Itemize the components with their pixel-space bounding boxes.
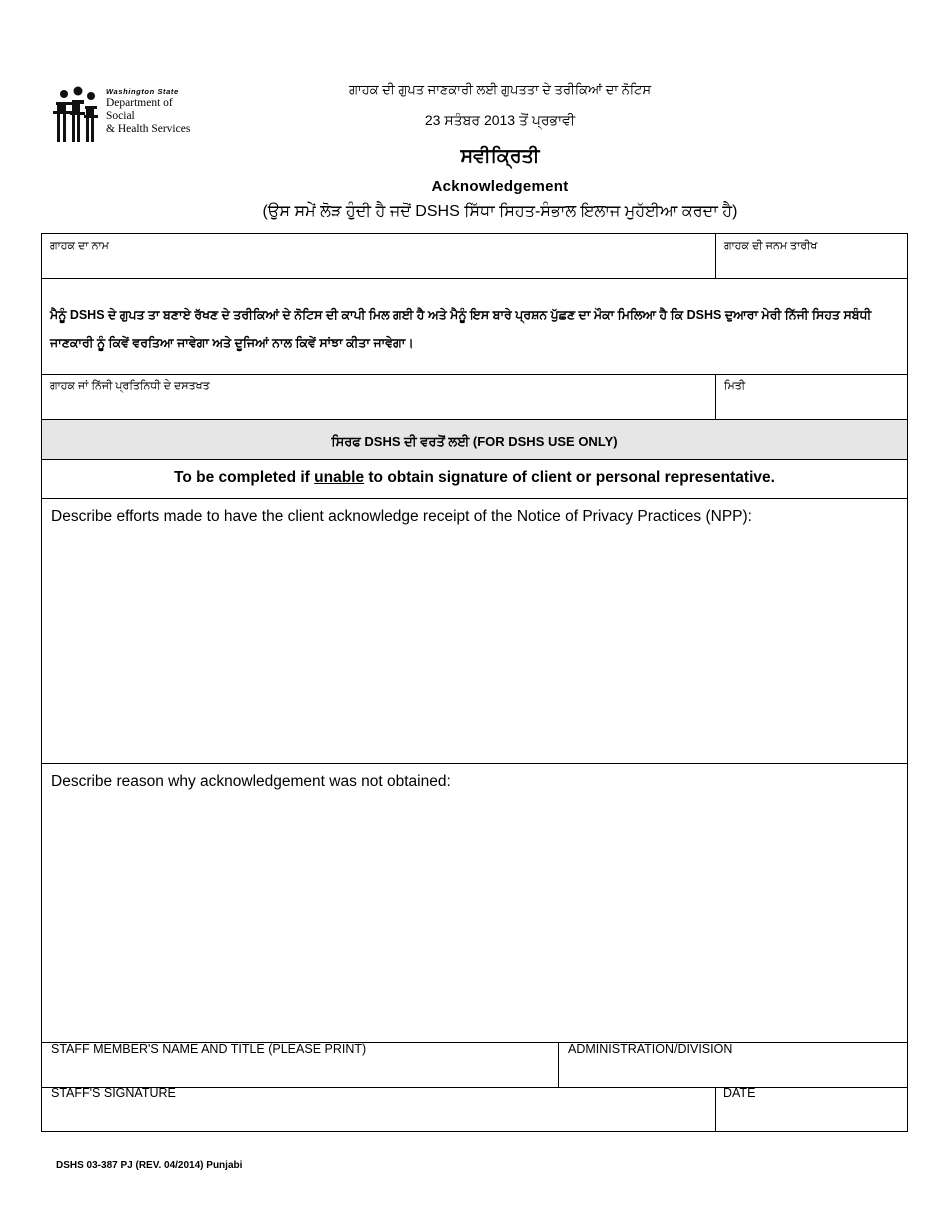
efforts-field[interactable] [41, 498, 908, 764]
logo-text [106, 88, 200, 136]
dshs-use-only-bar [41, 419, 908, 460]
client-dob-field[interactable] [715, 233, 908, 279]
admin-division-field[interactable] [558, 1042, 908, 1088]
client-date-label: ਮਿਤੀ [724, 380, 746, 392]
staff-signature-label: STAFF'S SIGNATURE [51, 1086, 176, 1100]
unable-pre: To be completed if [174, 469, 315, 486]
unable-post: to obtain signature of client or personal representative. [364, 469, 775, 486]
logo-line2: & Health Services [106, 123, 191, 136]
staff-signature-field[interactable] [41, 1087, 716, 1132]
form-id: DSHS 03-387 PJ (REV. 04/2014) Punjabi [56, 1160, 243, 1171]
reason-field[interactable] [41, 763, 908, 1043]
title-punjabi: ਸਵੀਕ੍ਰਿਤੀ [460, 146, 540, 167]
notice-title: ਗਾਹਕ ਦੀ ਗੁਪਤ ਜਾਣਕਾਰੀ ਲਈ ਗੁਪਤਤਾ ਦੇ ਤਰੀਕਿਆਂ ਦਾ ਨੋਟਿਸ [348, 82, 652, 97]
title-english: Acknowledgement [431, 178, 569, 195]
logo-line1: Department of Social [106, 96, 173, 122]
acknowledgement-statement-box [41, 278, 908, 375]
client-date-field[interactable] [715, 374, 908, 420]
staff-date-label: DATE [723, 1086, 756, 1100]
efforts-label: Describe efforts made to have the client acknowledge receipt of the Notice of Privacy Practices (NPP): [51, 508, 752, 525]
client-dob-label: ਗਾਹਕ ਦੀ ਜਨਮ ਤਾਰੀਖ [724, 240, 818, 252]
acknowledgement-statement: ਮੈਨੂੰ DSHS ਦੇ ਗੁਪਤ ਤਾ ਬਣਾਏ ਰੱਖਣ ਦੇ ਤਰੀਕਿਆਂ ਦੇ ਨੋਟਿਸ ਦੀ ਕਾਪੀ ਮਿਲ ਗਈ ਹੈ ਅਤੇ ਮੈਨੂੰ ਇਸ ਬਾਰੇ ਪ੍ਰਸ਼ਨ ਪੁੱਛਣ ਦਾ ਮੌਕਾ ਮਿਲਿਆ ਹੈ ਕਿ DSHS ਦੁਆਰਾ ਮੇਰੀ ਨਿੱਜੀ ਸਿਹਤ ਸਬੰਧੀ ਜਾਣਕਾਰੀ ਨੂੰ ਕਿਵੇਂ ਵਰਤਿਆ ਜਾਵੇਗਾ ਅਤੇ ਦੂਜਿਆਂ ਨਾਲ ਕਿਵੇਂ ਸਾਂਝਾ ਕੀਤਾ ਜਾਵੇਗਾ। [50, 308, 872, 350]
client-signature-field[interactable] [41, 374, 716, 420]
logo-state: Washington State [106, 87, 179, 96]
subtitle: (ਉਸ ਸਮੇਂ ਲੋੜ ਹੁੰਦੀ ਹੈ ਜਦੋਂ DSHS ਸਿੱਧਾ ਸਿਹਤ-ਸੰਭਾਲ ਇਲਾਜ ਮੁਹੱਈਆ ਕਰਦਾ ਹੈ) [262, 203, 738, 220]
dshs-use-only-label: ਸਿਰਫ DSHS ਦੀ ਵਰਤੋਂ ਲਈ (FOR DSHS USE ONLY) [331, 434, 618, 449]
unable-instruction-box [41, 459, 908, 499]
staff-name-label: STAFF MEMBER'S NAME AND TITLE (PLEASE PRINT) [51, 1042, 367, 1056]
family-figures-icon [50, 86, 102, 144]
client-signature-label: ਗਾਹਕ ਜਾਂ ਨਿੱਜੀ ਪ੍ਰਤਿਨਿਧੀ ਦੇ ਦਸਤਖਤ [50, 380, 210, 392]
dshs-logo [50, 86, 200, 144]
unable-instruction [42, 469, 907, 487]
unable-word: unable [314, 469, 365, 486]
staff-name-field[interactable] [41, 1042, 559, 1088]
staff-date-field[interactable] [715, 1087, 908, 1132]
reason-label: Describe reason why acknowledgement was not obtained: [51, 773, 451, 790]
effective-date: 23 ਸਤੰਬਰ 2013 ਤੋਂ ਪ੍ਰਭਾਵੀ [424, 112, 576, 128]
client-name-field[interactable] [41, 233, 716, 279]
admin-division-label: ADMINISTRATION/DIVISION [568, 1042, 733, 1056]
client-name-label: ਗਾਹਕ ਦਾ ਨਾਮ [50, 240, 109, 252]
